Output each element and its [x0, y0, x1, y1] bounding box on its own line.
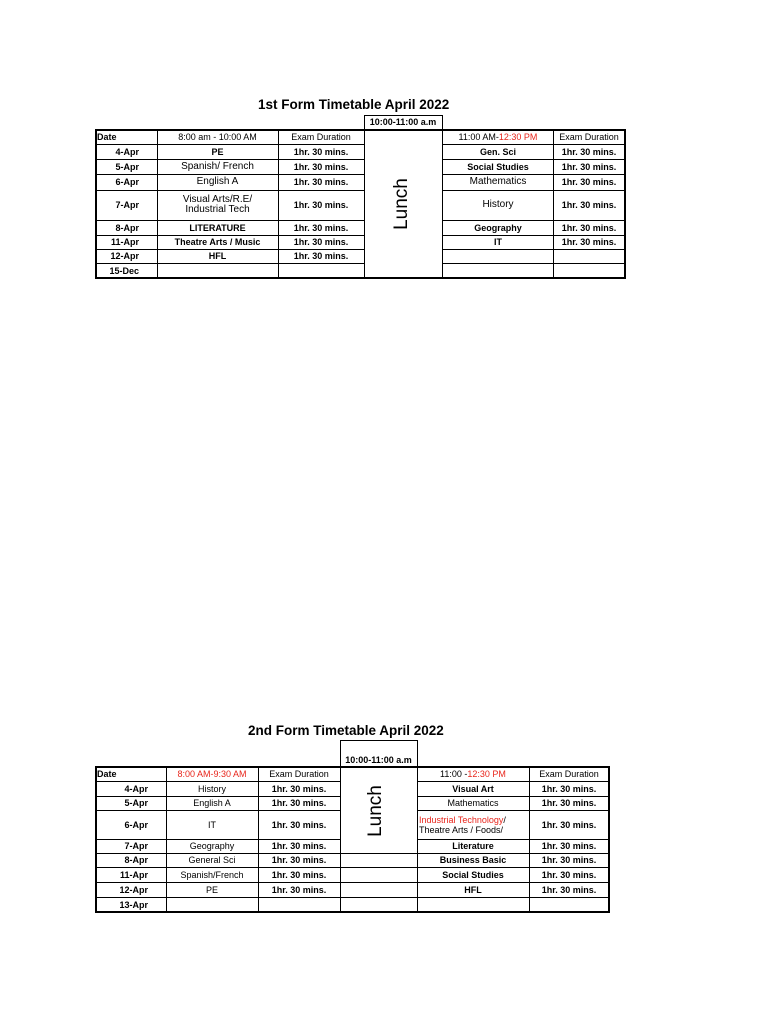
form2-row-date: 4-Apr — [124, 784, 148, 794]
form2-row-date: 5-Apr — [124, 798, 148, 808]
grid-line — [624, 129, 626, 279]
form2-row-date: 13-Apr — [119, 899, 148, 910]
form2-row-subject1: General Sci — [188, 855, 236, 865]
form1-row-duration1: 1hr. 30 mins. — [293, 251, 349, 261]
grid-line — [442, 220, 626, 221]
form2-row-subject2: Visual Art — [452, 784, 494, 794]
grid-line — [608, 766, 610, 913]
form2-header-session2-start: 11:00 - — [440, 769, 468, 779]
grid-line — [95, 174, 365, 175]
form1-row-subject1 — [157, 190, 278, 220]
form1-row-subject1-line1: Visual Arts/R.E/ — [182, 194, 253, 205]
grid-line — [340, 740, 341, 767]
grid-line — [95, 781, 340, 782]
form1-row-duration1: 1hr. 30 mins. — [293, 161, 349, 172]
grid-line — [442, 174, 626, 175]
grid-line — [442, 235, 626, 236]
form2-row-subject1: History — [197, 784, 226, 794]
form1-lunch-time: 10:00-11:00 a.m — [369, 117, 437, 127]
form1-row-subject1: PE — [211, 146, 224, 157]
form1-row-subject1-line2: Industrial Tech — [185, 204, 250, 215]
form1-row-subject1: HFL — [208, 251, 227, 261]
grid-line — [529, 766, 530, 913]
form1-row-subject2: Social Studies — [467, 161, 529, 172]
form1-row-duration1: 1hr. 30 mins. — [293, 200, 349, 210]
grid-line — [95, 263, 365, 264]
form1-row-duration1: 1hr. 30 mins. — [293, 222, 349, 233]
form1-lunch-label: Lunch — [391, 178, 412, 230]
form1-header-duration1: Exam Duration — [291, 132, 351, 142]
form1-row-subject2: History — [482, 199, 514, 210]
form1-row-date: 12-Apr — [110, 251, 139, 261]
grid-line — [95, 144, 365, 145]
form1-header-session2 — [443, 130, 553, 144]
grid-line — [442, 249, 626, 250]
form1-row-date: 15-Dec — [109, 265, 139, 276]
form1-row-subject1: Spanish/ French — [181, 160, 254, 172]
form1-row-duration2: 1hr. 30 mins. — [561, 222, 617, 233]
form2-row-subject2-line1: Industrial Technology — [419, 814, 504, 825]
form2-row-date: 11-Apr — [119, 869, 148, 880]
grid-line — [417, 766, 418, 913]
grid-line — [442, 190, 626, 191]
form2-row-subject2: Business Basic — [439, 855, 507, 865]
form1-header-session2-start: 11:00 AM- — [458, 132, 499, 142]
form2-row-date: 7-Apr — [124, 841, 148, 851]
form2-row-duration2: 1hr. 30 mins. — [541, 819, 597, 830]
form2-row-subject2: Literature — [452, 841, 494, 851]
grid-line — [95, 810, 340, 811]
form2-row-subject1: IT — [208, 819, 216, 830]
form2-header-duration1: Exam Duration — [269, 769, 329, 779]
form1-row-subject1: English A — [196, 176, 239, 187]
grid-line — [442, 159, 626, 160]
grid-line — [442, 115, 443, 130]
grid-line — [417, 810, 610, 811]
form1-row-duration2: 1hr. 30 mins. — [561, 200, 617, 210]
form2-row-duration2: 1hr. 30 mins. — [541, 869, 597, 880]
form1-row-date: 6-Apr — [115, 177, 139, 187]
form1-row-duration2: 1hr. 30 mins. — [561, 161, 617, 172]
grid-line — [95, 129, 97, 279]
form1-row-subject1: LITERATURE — [189, 222, 246, 233]
form2-row-subject1: English A — [193, 798, 231, 808]
grid-line — [95, 766, 610, 768]
form2-row-subject1: Spanish/French — [180, 869, 244, 880]
form1-row-subject2: Mathematics — [469, 176, 527, 187]
grid-line — [95, 882, 610, 883]
form1-header-date: Date — [97, 132, 117, 142]
grid-line — [166, 766, 167, 913]
grid-line — [442, 144, 626, 145]
form2-lunch-label: Lunch — [365, 785, 386, 837]
form2-row-subject1: PE — [205, 884, 218, 895]
grid-line — [364, 115, 443, 116]
form2-header-date: Date — [97, 769, 117, 779]
form2-header-session2 — [417, 767, 529, 781]
form1-header-session2-end: 12:30 PM — [498, 132, 538, 142]
form2-row-subject2: HFL — [464, 884, 482, 895]
form2-row-duration2: 1hr. 30 mins. — [541, 841, 597, 851]
grid-line — [417, 796, 610, 797]
form2-row-duration1: 1hr. 30 mins. — [271, 798, 327, 808]
grid-line — [95, 220, 365, 221]
form1-row-duration1: 1hr. 30 mins. — [293, 237, 349, 247]
form2-row-duration2: 1hr. 30 mins. — [541, 784, 597, 794]
grid-line — [278, 129, 279, 279]
form1-header-duration2: Exam Duration — [559, 132, 619, 142]
form1-row-duration2: 1hr. 30 mins. — [561, 237, 617, 247]
grid-line — [95, 159, 365, 160]
form2-row-duration1: 1hr. 30 mins. — [271, 855, 327, 865]
grid-line — [417, 781, 610, 782]
form2-row-subject2: Mathematics — [447, 798, 499, 808]
form2-row-duration1: 1hr. 30 mins. — [271, 841, 327, 851]
grid-line — [442, 129, 443, 279]
grid-line — [95, 911, 610, 913]
form2-row-date: 12-Apr — [119, 884, 148, 895]
form1-row-subject2: Geography — [474, 222, 522, 233]
grid-line — [95, 249, 365, 250]
grid-line — [95, 235, 365, 236]
form1-row-duration1: 1hr. 30 mins. — [293, 146, 349, 157]
form2-header-session1: 8:00 AM-9:30 AM — [177, 769, 247, 779]
grid-line — [340, 740, 418, 741]
form1-row-date: 5-Apr — [115, 161, 139, 172]
form1-row-date: 11-Apr — [110, 237, 139, 247]
form2-row-date: 8-Apr — [124, 855, 148, 865]
form1-row-duration2: 1hr. 30 mins. — [561, 177, 617, 187]
grid-line — [95, 190, 365, 191]
grid-line — [442, 263, 626, 264]
grid-line — [95, 867, 610, 868]
grid-line — [258, 766, 259, 913]
grid-line — [95, 766, 97, 913]
form2-row-duration1: 1hr. 30 mins. — [271, 819, 327, 830]
form2-row-duration1: 1hr. 30 mins. — [271, 869, 327, 880]
grid-line — [340, 766, 341, 913]
form2-lunch-time: 10:00-11:00 a.m — [345, 755, 412, 765]
grid-line — [95, 839, 340, 840]
grid-line — [157, 129, 158, 279]
grid-line — [95, 796, 340, 797]
form2-row-subject1: Geography — [189, 841, 235, 851]
form2-row-duration2: 1hr. 30 mins. — [541, 884, 597, 895]
form1-header-session1: 8:00 am - 10:00 AM — [178, 132, 257, 142]
grid-line — [95, 853, 610, 854]
form2-row-duration2: 1hr. 30 mins. — [541, 855, 597, 865]
form1-row-date: 4-Apr — [115, 146, 139, 157]
grid-line — [417, 740, 418, 767]
form1-row-duration1: 1hr. 30 mins. — [293, 177, 349, 187]
grid-line — [95, 277, 626, 279]
form2-row-subject2: Social Studies — [442, 869, 504, 880]
form1-row-subject2: IT — [494, 237, 502, 247]
grid-line — [553, 129, 554, 279]
grid-line — [95, 897, 610, 898]
form2-row-date: 6-Apr — [124, 819, 148, 830]
form1-row-subject2: Gen. Sci — [479, 146, 516, 157]
form2-row-duration1: 1hr. 30 mins. — [271, 884, 327, 895]
grid-line — [364, 115, 365, 130]
form1-row-duration2: 1hr. 30 mins. — [561, 146, 617, 157]
grid-line — [364, 129, 365, 279]
form2-header-session2-end: 12:30 PM — [467, 769, 506, 779]
form2-row-subject2 — [417, 810, 529, 839]
form2-row-duration2: 1hr. 30 mins. — [541, 798, 597, 808]
form2-row-subject2-slash: / — [503, 814, 506, 825]
form1-title: 1st Form Timetable April 2022 — [258, 97, 450, 112]
grid-line — [417, 839, 610, 840]
form1-row-date: 7-Apr — [115, 200, 139, 210]
form1-row-subject1: Theatre Arts / Music — [174, 237, 261, 247]
form2-title: 2nd Form Timetable April 2022 — [248, 723, 444, 738]
form2-row-subject2-line2: Theatre Arts / Foods/ — [419, 824, 504, 835]
form2-row-duration1: 1hr. 30 mins. — [271, 784, 327, 794]
form1-row-date: 8-Apr — [115, 222, 139, 233]
form2-header-duration2: Exam Duration — [539, 769, 599, 779]
grid-line — [95, 129, 626, 131]
